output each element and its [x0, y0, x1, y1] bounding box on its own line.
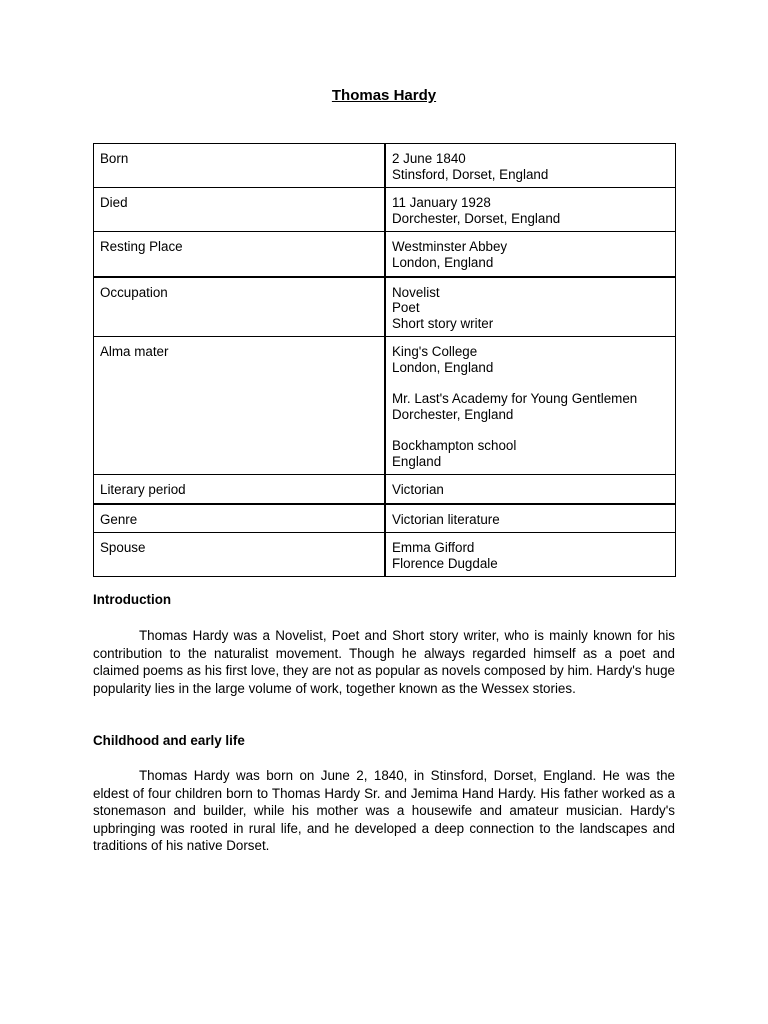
infobox-value-line: Poet — [392, 300, 420, 316]
infobox-label: Died — [94, 188, 386, 232]
infobox-value — [385, 144, 676, 188]
infobox-row — [94, 277, 676, 337]
infobox-label: Literary period — [94, 475, 386, 504]
infobox-value-spacer — [392, 422, 669, 438]
infobox-value-line: Westminster Abbey — [392, 239, 508, 255]
introduction-heading: Introduction — [93, 592, 172, 607]
infobox-value-line: Mr. Last's Academy for Young Gentlemen — [392, 391, 638, 407]
infobox-value — [385, 504, 676, 533]
infobox-label: Spouse — [94, 533, 386, 577]
infobox-value-line: Short story writer — [392, 315, 494, 331]
biography-infobox-table — [93, 143, 676, 577]
infobox-row — [94, 533, 676, 577]
infobox-value-line: Bockhampton school — [392, 437, 517, 453]
infobox-value — [385, 475, 676, 504]
infobox-row — [94, 232, 676, 277]
document-title: Thomas Hardy — [331, 87, 437, 104]
infobox-value-line: Dorchester, England — [392, 406, 514, 422]
infobox-body — [94, 144, 676, 577]
infobox-value-line: Dorchester, Dorset, England — [392, 210, 561, 226]
infobox-value-line: Stinsford, Dorset, England — [392, 166, 549, 182]
infobox-label: Occupation — [94, 277, 386, 337]
infobox-row — [94, 144, 676, 188]
infobox-label: Alma mater — [94, 337, 386, 475]
infobox-value-line: 11 January 1928 — [392, 195, 491, 211]
infobox-value-line: London, England — [392, 359, 494, 375]
infobox-label: Born — [94, 144, 386, 188]
infobox-value-line: London, England — [392, 254, 494, 270]
infobox-value — [385, 277, 676, 337]
infobox-value — [385, 533, 676, 577]
infobox-value-line: England — [392, 453, 442, 469]
infobox-row — [94, 188, 676, 232]
infobox-value — [385, 337, 676, 475]
infobox-value-line: Emma Gifford — [392, 540, 475, 556]
infobox-row — [94, 337, 676, 475]
infobox-value — [385, 232, 676, 277]
infobox-value-line: 2 June 1840 — [392, 151, 466, 166]
infobox-row — [94, 504, 676, 533]
childhood-paragraph: Thomas Hardy was born on June 2, 1840, in Stinsford, Dorset, England. He was the eldest of four children born to Thomas Hardy Sr. and Jemima Hand Hardy. His father worked as a stonemason and builder, while his mother was a housewife and amateur musician. Hardy's upbringing was rooted in rural life, and he developed a deep connection to the landscapes and traditions of his native Dorset. — [93, 768, 675, 854]
infobox-label: Resting Place — [94, 232, 386, 277]
infobox-label: Genre — [94, 504, 386, 533]
infobox-value-spacer — [392, 376, 669, 392]
infobox-value-line: Florence Dugdale — [392, 555, 498, 571]
infobox-value-line: Victorian literature — [392, 511, 500, 527]
infobox-value — [385, 188, 676, 232]
introduction-paragraph: Thomas Hardy was a Novelist, Poet and Short story writer, who is mainly known for his contribution to the naturalist movement. Though he always regarded himself as a poet and claimed poems as his first love, they are not as popular as novels composed by him. Hardy's huge popularity lies in the large volume of work, together known as the Wessex stories. — [93, 628, 675, 696]
infobox-row — [94, 475, 676, 504]
childhood-heading: Childhood and early life — [93, 733, 245, 748]
infobox-value-line: Victorian — [392, 482, 444, 498]
infobox-value-line: King's College — [392, 344, 478, 360]
infobox-value-line: Novelist — [392, 284, 440, 300]
